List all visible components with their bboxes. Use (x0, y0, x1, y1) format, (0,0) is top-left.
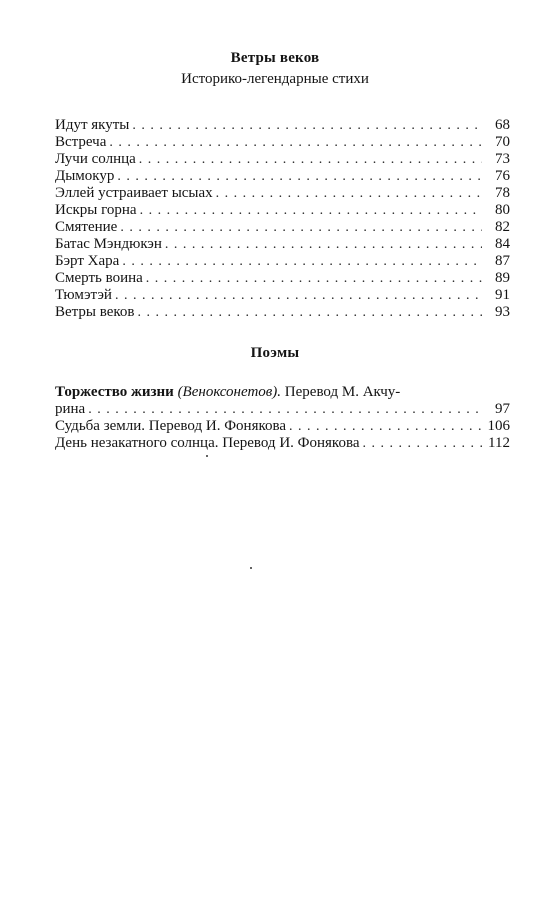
dot-leader (88, 401, 482, 418)
dot-leader (117, 168, 482, 185)
toc-entry[interactable] (55, 435, 510, 452)
dot-leader (132, 117, 482, 134)
section-subtitle-historical-legendary: Историко-легендарные стихи (181, 71, 369, 87)
toc-entry-page: 80 (495, 202, 510, 218)
toc-entry[interactable] (55, 185, 510, 202)
toc-entry[interactable] (55, 117, 510, 134)
toc-entry-page: 70 (495, 134, 510, 150)
toc-entry-translator: Перевод М. Акчу- (284, 384, 401, 400)
toc-entry-first-line (55, 384, 510, 401)
toc-entry-title: Смерть воина (55, 270, 143, 286)
dot-leader (122, 253, 482, 270)
toc-entry-title: Бэрт Хара (55, 253, 120, 269)
toc-entry[interactable] (55, 418, 510, 435)
toc-entry-title: Идут якуты (55, 117, 130, 133)
dot-leader (140, 202, 482, 219)
dot-leader (289, 418, 482, 435)
toc-list-section1 (55, 117, 510, 321)
toc-entry-title: Батас Мэндюкэн (55, 236, 162, 252)
scan-speck (250, 567, 252, 569)
toc-entry[interactable] (55, 219, 510, 236)
toc-entry[interactable] (55, 134, 510, 151)
toc-entry-title: Лучи солнца (55, 151, 136, 167)
dot-leader (109, 134, 482, 151)
dot-leader (216, 185, 482, 202)
toc-entry-title: Тюмэтэй (55, 287, 112, 303)
toc-entry-second-line (55, 401, 510, 418)
toc-list-section2 (55, 384, 510, 452)
section-title-winds-of-ages: Ветры веков (230, 50, 320, 66)
toc-entry[interactable] (55, 253, 510, 270)
toc-entry-title: День незакатного солнца. Перевод И. Фонякова (55, 435, 360, 451)
dot-leader (138, 304, 483, 321)
toc-entry-page: 87 (495, 253, 510, 269)
toc-entry-title: Дымокур (55, 168, 115, 184)
dot-leader (139, 151, 482, 168)
toc-entry-page: 78 (495, 185, 510, 201)
toc-entry-title: Искры горна (55, 202, 137, 218)
toc-entry-title: Судьба земли. Перевод И. Фонякова (55, 418, 287, 434)
toc-entry-continuation: рина (55, 401, 86, 417)
section-title-poems: Поэмы (250, 345, 300, 361)
toc-entry-page: 97 (495, 401, 510, 417)
toc-entry[interactable] (55, 304, 510, 321)
toc-entry[interactable] (55, 202, 510, 219)
toc-entry-subtitle: (Веноксонетов). (177, 384, 282, 400)
toc-entry[interactable] (55, 287, 510, 304)
toc-entry-title: Эллей устраивает ысыах (55, 185, 213, 201)
toc-entry-title: Ветры веков (55, 304, 135, 320)
dot-leader (165, 236, 482, 253)
toc-entry-page: 106 (487, 418, 510, 434)
toc-entry-title: Торжество жизни (55, 384, 174, 400)
toc-entry-title: Встреча (55, 134, 107, 150)
toc-entry-page: 89 (495, 270, 510, 286)
toc-entry-page: 93 (495, 304, 510, 320)
toc-entry[interactable] (55, 270, 510, 287)
toc-entry-page: 73 (495, 151, 510, 167)
toc-entry-page: 76 (495, 168, 510, 184)
toc-entry[interactable] (55, 236, 510, 253)
toc-entry[interactable] (55, 151, 510, 168)
dot-leader (363, 435, 483, 452)
scan-speck (206, 455, 208, 457)
toc-entry[interactable] (55, 384, 510, 418)
dot-leader (146, 270, 482, 287)
dot-leader (115, 287, 482, 304)
toc-entry[interactable] (55, 168, 510, 185)
dot-leader (120, 219, 482, 236)
toc-entry-page: 112 (488, 435, 510, 451)
toc-entry-page: 82 (495, 219, 510, 235)
toc-entry-title: Смятение (55, 219, 118, 235)
toc-entry-page: 84 (495, 236, 510, 252)
toc-entry-page: 68 (495, 117, 510, 133)
toc-entry-page: 91 (495, 287, 510, 303)
